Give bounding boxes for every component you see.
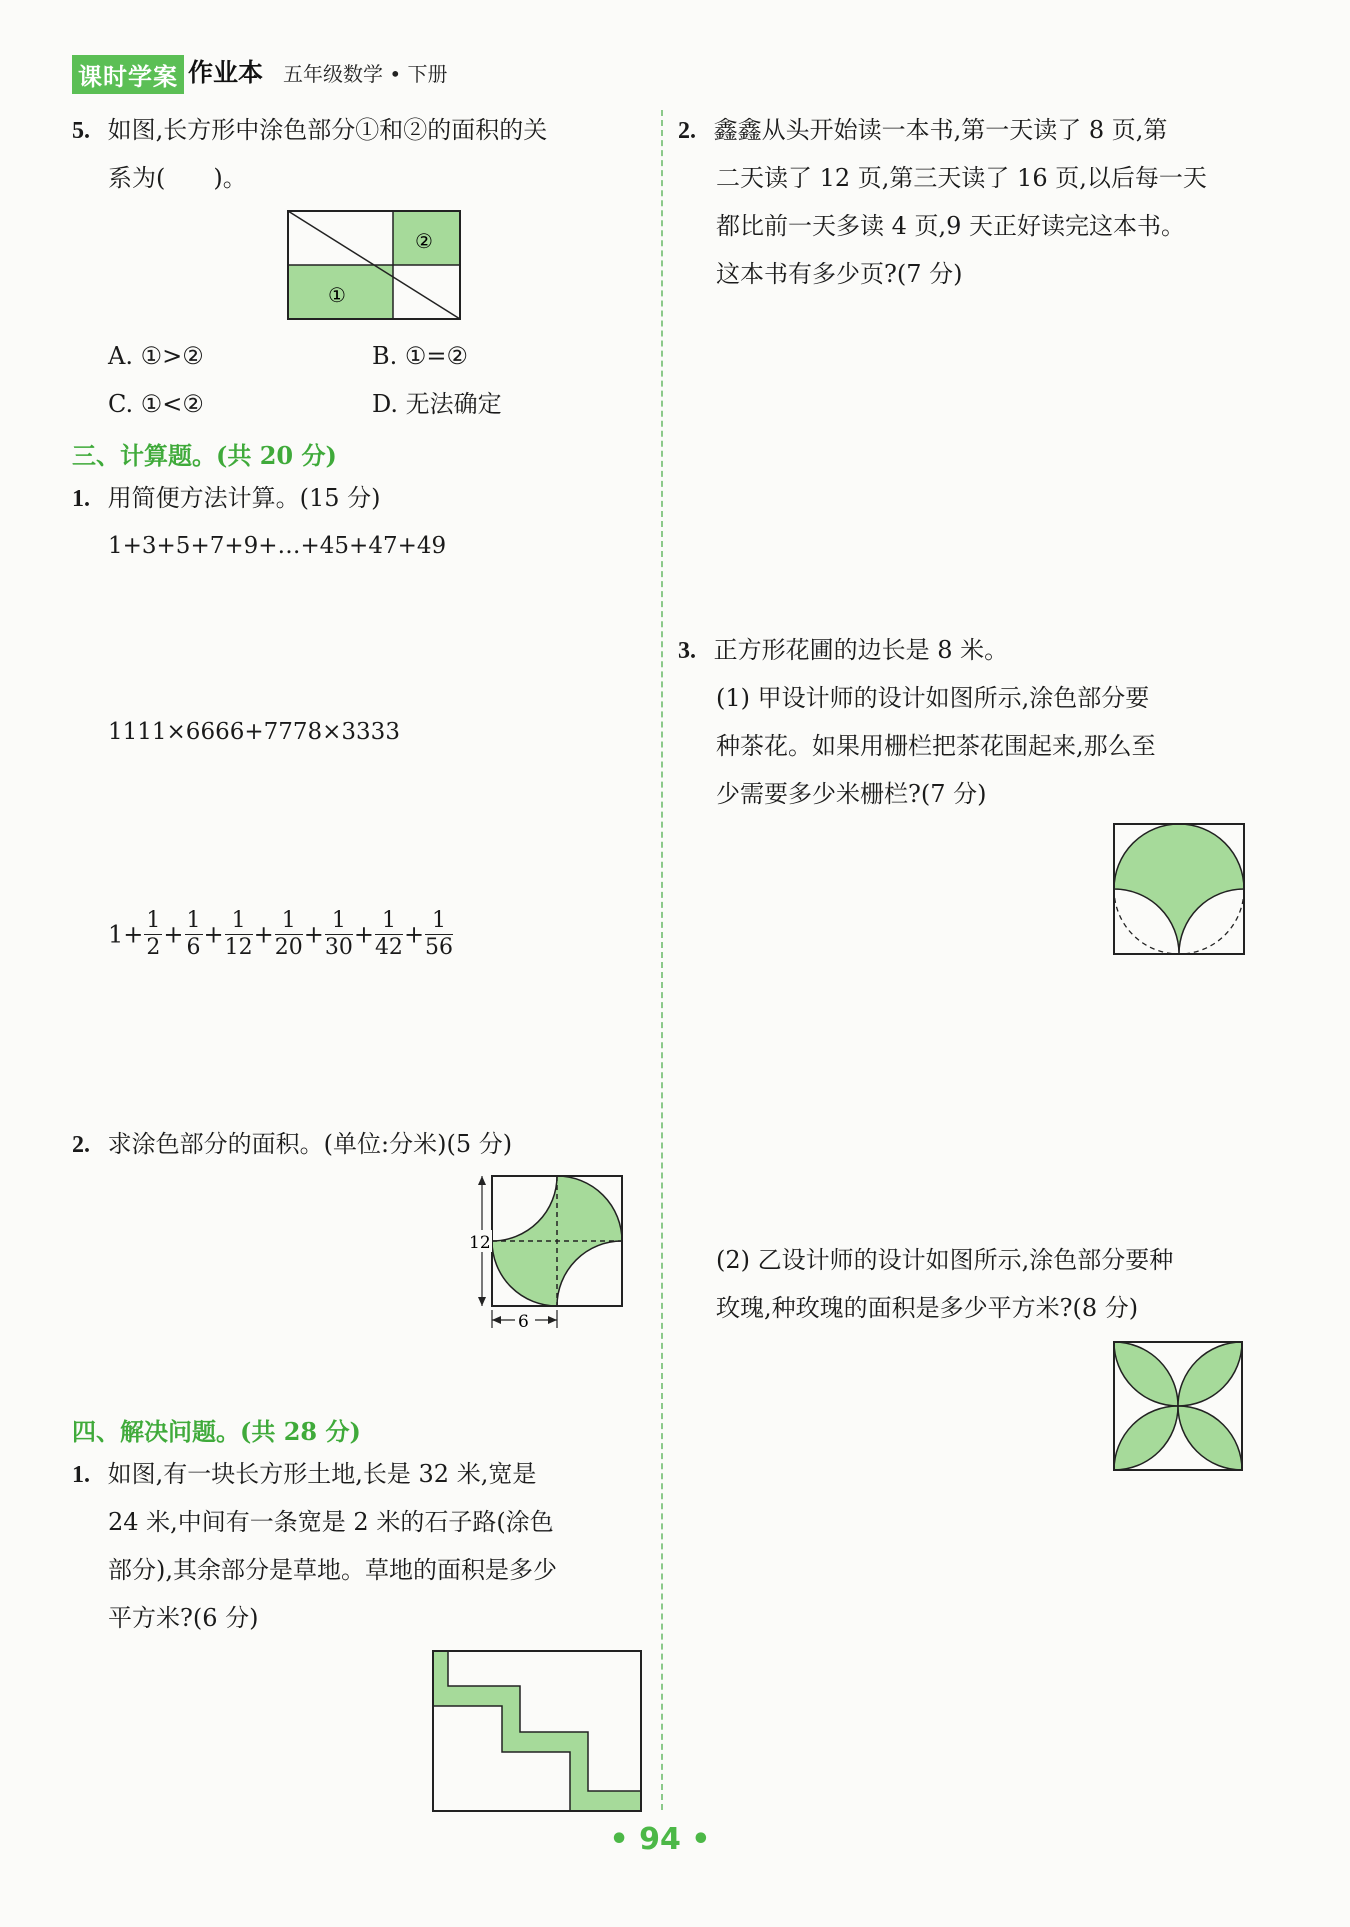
r-q3-p1-line3: 少需要多少米栅栏?(7 分) — [716, 780, 987, 808]
fraction: $\frac{1}{30}$ — [324, 908, 353, 960]
r-q3-p1-line2: 种茶花。如果用栅栏把茶花围起来,那么至 — [716, 732, 1156, 760]
option-b: B. ①=② — [372, 342, 469, 370]
region-1-label: ① — [328, 283, 346, 307]
r-q3 — [678, 626, 1008, 675]
s4-q1-text-line2: 24 米,中间有一条宽是 2 米的石子路(涂色 — [108, 1508, 554, 1536]
expr-product: 1111×6666+7778×3333 — [108, 719, 400, 745]
option-a: A. ①>② — [108, 342, 204, 370]
expr-fraction-sum: 1+ $\frac{1}{2}$ + $\frac{1}{6}$ + $\frac{1}{12}$ + $\frac{1}{20}$ + $\frac{1}{30}$ + $\frac{1}{42}$ + $\frac{1}{56}$ — [108, 908, 454, 960]
r-q2-text-line3: 都比前一天多读 4 页,9 天正好读完这本书。 — [716, 212, 1186, 240]
brand-logo: 课时学案 — [72, 55, 184, 94]
fraction: $\frac{1}{42}$ — [374, 908, 403, 960]
r-q3-p2-line2: 玫瑰,种玫瑰的面积是多少平方米?(8 分) — [716, 1294, 1139, 1322]
q5-text-line1: 如图,长方形中涂色部分①和②的面积的关 — [107, 116, 548, 144]
s4-q1-text-line1: 如图,有一块长方形土地,长是 32 米,宽是 — [107, 1460, 537, 1488]
workbook-title: 作业本 — [188, 58, 264, 87]
camellia-region — [1114, 824, 1244, 954]
page-number: • 94 • — [609, 1822, 711, 1857]
r-q3-p1-line1: (1) 甲设计师的设计如图所示,涂色部分要 — [716, 684, 1150, 712]
r-q2-number: 2. — [678, 118, 696, 144]
rose-design-figure — [1112, 1340, 1246, 1474]
s4-q1-number: 1. — [72, 1462, 90, 1488]
s3-q2-text: 求涂色部分的面积。(单位:分米)(5 分) — [107, 1130, 513, 1158]
height-dimension-label: 12 — [469, 1233, 491, 1253]
expr3-lead: 1+ — [108, 920, 144, 949]
s4-q1-text-line3: 部分),其余部分是草地。草地的面积是多少 — [108, 1556, 557, 1584]
r-q3-number: 3. — [678, 638, 696, 664]
column-divider — [661, 110, 663, 1810]
s3-q1-text: 用简便方法计算。(15 分) — [107, 484, 381, 512]
r-q3-p2-line1: (2) 乙设计师的设计如图所示,涂色部分要种 — [716, 1246, 1174, 1274]
rose-petals — [1114, 1342, 1242, 1470]
region-2-label: ② — [415, 229, 433, 253]
shaded-area-figure — [460, 1170, 646, 1350]
option-c: C. ①<② — [108, 390, 204, 418]
fraction: $\frac{1}{2}$ — [146, 908, 161, 960]
width-dimension-label: 6 — [518, 1312, 529, 1332]
s3-q2-number: 2. — [72, 1132, 90, 1158]
section-4-title: 四、解决问题。(共 28 分) — [72, 1417, 361, 1446]
q5-number: 5. — [72, 118, 90, 144]
camellia-design-figure — [1110, 820, 1248, 958]
s3-q1-number: 1. — [72, 486, 90, 512]
r-q2-text-line4: 这本书有多少页?(7 分) — [716, 260, 963, 288]
grade-subtitle: 五年级数学 • 下册 — [283, 62, 448, 86]
q5-text-line2: 系为( )。 — [108, 164, 247, 192]
fraction: $\frac{1}{6}$ — [186, 908, 201, 960]
option-d: D. 无法确定 — [372, 390, 502, 418]
r-q2-text-line2: 二天读了 12 页,第三天读了 16 页,以后每一天 — [716, 164, 1207, 192]
land-path-figure — [430, 1648, 644, 1816]
r-q3-text: 正方形花圃的边长是 8 米。 — [713, 636, 1009, 664]
q5-rectangle-figure — [285, 208, 463, 322]
s3-q2 — [72, 1120, 512, 1169]
fraction: $\frac{1}{56}$ — [425, 908, 454, 960]
fraction: $\frac{1}{12}$ — [224, 908, 253, 960]
fraction: $\frac{1}{20}$ — [274, 908, 303, 960]
s4-q1-text-line4: 平方米?(6 分) — [108, 1604, 259, 1632]
stone-path — [433, 1651, 641, 1811]
expr-odd-sum: 1+3+5+7+9+…+45+47+49 — [108, 533, 447, 559]
r-q2-line1 — [678, 106, 1167, 155]
section-3-title: 三、计算题。(共 20 分) — [72, 441, 337, 470]
s3-q1 — [72, 474, 381, 523]
s4-q1-line1 — [72, 1450, 536, 1499]
r-q2-text-line1: 鑫鑫从头开始读一本书,第一天读了 8 页,第 — [713, 116, 1168, 144]
q5-line1 — [72, 106, 547, 155]
